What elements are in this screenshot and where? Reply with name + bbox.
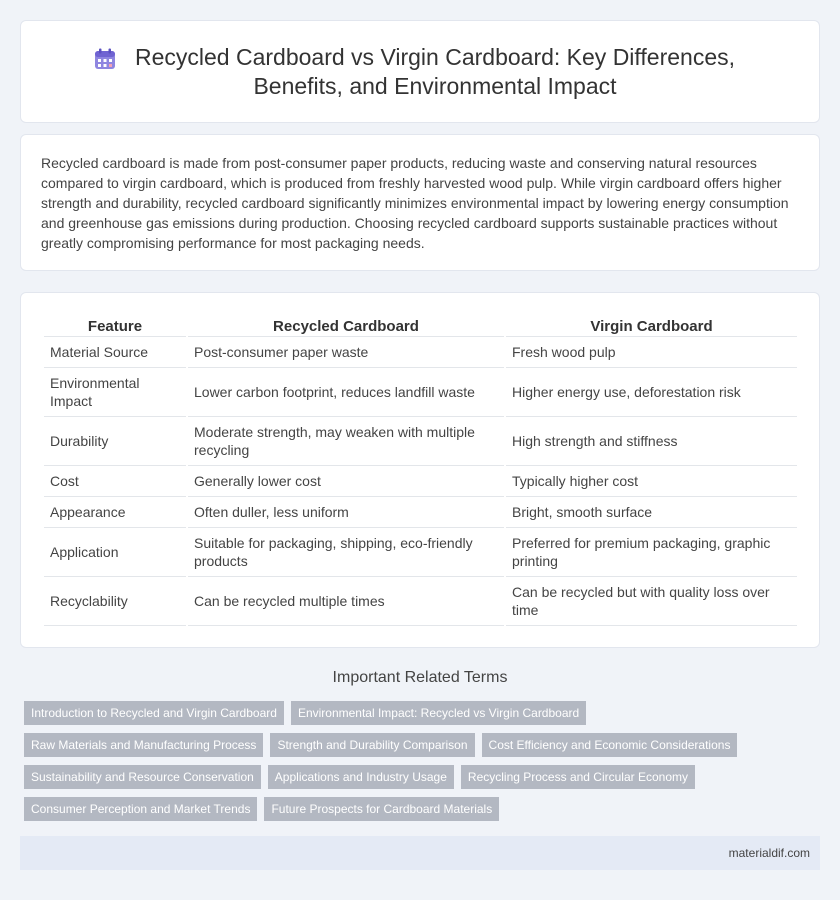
table-cell: Material Source xyxy=(44,337,186,368)
table-cell: Suitable for packaging, shipping, eco-friendly products xyxy=(188,528,504,577)
table-cell: Post-consumer paper waste xyxy=(188,337,504,368)
table-cell: Moderate strength, may weaken with multiple recycling xyxy=(188,417,504,466)
table-row xyxy=(44,577,797,626)
table-cell: Environmental Impact xyxy=(44,368,186,417)
table-row xyxy=(44,497,797,528)
title-card xyxy=(20,20,820,123)
table-cell: Typically higher cost xyxy=(506,466,797,497)
header-virgin: Virgin Cardboard xyxy=(506,315,797,337)
table-row xyxy=(44,337,797,368)
table-row xyxy=(44,528,797,577)
table-cell: Preferred for premium packaging, graphic printing xyxy=(506,528,797,577)
related-terms-row xyxy=(24,765,824,789)
table-cell: Appearance xyxy=(44,497,186,528)
related-terms-heading: Important Related Terms xyxy=(332,669,508,686)
header-feature: Feature xyxy=(44,315,186,337)
table-cell: Application xyxy=(44,528,186,577)
footer-site-link[interactable]: materialdif.com xyxy=(728,846,810,860)
table-cell: Bright, smooth surface xyxy=(506,497,797,528)
related-term-link[interactable]: Introduction to Recycled and Virgin Cardboard xyxy=(24,701,284,725)
related-term-link[interactable]: Recycling Process and Circular Economy xyxy=(461,765,695,789)
table-row xyxy=(44,466,797,497)
page-title: Recycled Cardboard vs Virgin Cardboard: Key Differences, Benefits, and Environmental Impact xyxy=(135,44,735,99)
summary-card xyxy=(20,134,820,271)
related-term-link[interactable]: Cost Efficiency and Economic Considerations xyxy=(482,733,738,757)
related-term-link[interactable]: Sustainability and Resource Conservation xyxy=(24,765,261,789)
comparison-table-card xyxy=(20,292,820,648)
table-row xyxy=(44,417,797,466)
table-cell: Durability xyxy=(44,417,186,466)
related-term-link[interactable]: Applications and Industry Usage xyxy=(268,765,454,789)
related-terms-row xyxy=(24,733,824,757)
footer-bar xyxy=(20,836,820,870)
header-recycled: Recycled Cardboard xyxy=(188,315,504,337)
related-term-link[interactable]: Environmental Impact: Recycled vs Virgin Cardboard xyxy=(291,701,586,725)
related-term-link[interactable]: Strength and Durability Comparison xyxy=(270,733,474,757)
table-cell: Can be recycled multiple times xyxy=(188,577,504,626)
table-cell: Often duller, less uniform xyxy=(188,497,504,528)
table-header-row xyxy=(44,315,797,337)
related-term-link[interactable]: Future Prospects for Cardboard Materials xyxy=(264,797,499,821)
related-terms-row xyxy=(24,701,824,725)
related-terms-list xyxy=(24,701,824,829)
summary-paragraph: Recycled cardboard is made from post-consumer paper products, reducing waste and conserving natural resources compared to virgin cardboard, which is produced from freshly harvested wood pulp. While virgin cardboard offers higher strength and durability, recycled cardboard significantly minimizes environmental impact by lowering energy consumption and greenhouse gas emissions during production. Choosing recycled cardboard supports sustainable practices without greatly compromising performance for most packaging needs. xyxy=(41,155,789,251)
table-cell: Cost xyxy=(44,466,186,497)
table-cell: Can be recycled but with quality loss over time xyxy=(506,577,797,626)
related-terms-row xyxy=(24,797,824,821)
table-cell: High strength and stiffness xyxy=(506,417,797,466)
table-cell: Fresh wood pulp xyxy=(506,337,797,368)
table-cell: Generally lower cost xyxy=(188,466,504,497)
related-term-link[interactable]: Raw Materials and Manufacturing Process xyxy=(24,733,263,757)
table-cell: Higher energy use, deforestation risk xyxy=(506,368,797,417)
table-cell: Lower carbon footprint, reduces landfill waste xyxy=(188,368,504,417)
comparison-table xyxy=(42,315,799,626)
table-row xyxy=(44,368,797,417)
related-term-link[interactable]: Consumer Perception and Market Trends xyxy=(24,797,257,821)
table-cell: Recyclability xyxy=(44,577,186,626)
